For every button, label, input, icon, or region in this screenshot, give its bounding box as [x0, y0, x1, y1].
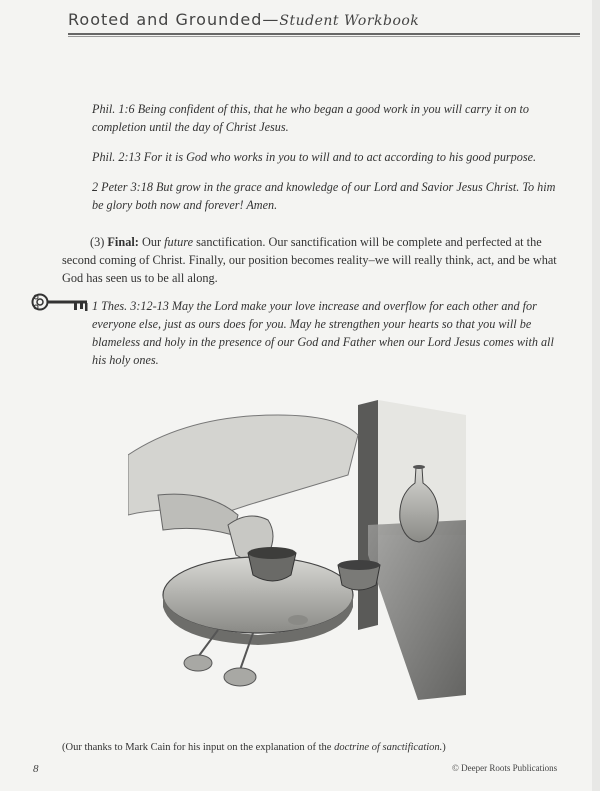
verse-phil-1-6: Phil. 1:6 Being confident of this, that he who began a good work in you will carry it on to completion until the day of Christ Jesus. [92, 102, 530, 134]
section-label: Final: [107, 235, 139, 249]
note-post: ) [442, 742, 446, 753]
section-pre: Our [141, 235, 162, 249]
acknowledgement-note [62, 742, 532, 753]
section-text: sanctification. Our sanctification will be complete and perfected at the second coming of Christ. Finally, our position becomes reality–we will really think, act, and be what God has seen us to be all along. [62, 235, 557, 285]
header-dash: — [262, 10, 280, 29]
key-icon [30, 290, 92, 314]
potter-wheel-illustration [128, 395, 466, 705]
verse-phil-2-13: Phil. 2:13 For it is God who works in you to will and to act according to his good purpose. [92, 150, 537, 164]
page-number: 8 [33, 763, 39, 775]
final-sanctification-paragraph [62, 233, 562, 287]
note-pre: (Our thanks to Mark Cain for his input on the explanation of the [62, 742, 332, 753]
note-emphasis: doctrine of sanctification. [334, 742, 443, 753]
running-header [68, 10, 508, 32]
section-number: (3) [90, 235, 105, 249]
header-subtitle: Student Workbook [279, 13, 420, 29]
section-emphasis: future [164, 235, 194, 249]
header-rule-thin [68, 36, 580, 37]
header-rule [68, 33, 580, 35]
spiral-binding-edge [592, 0, 600, 791]
publisher-credit: © Deeper Roots Publications [452, 763, 558, 773]
verse-1-thes-3-12-13: 1 Thes. 3:12-13 May the Lord make your love increase and overflow for each other and for everyone else, just as ours does for you. May he strengthen your hearts so that you will be blameless and holy in the presence of our God and Father when our Lord Jesus comes with all his holy ones. [92, 299, 554, 367]
header-title: Rooted and Grounded [68, 10, 263, 29]
verse-2-peter-3-18: 2 Peter 3:18 But grow in the grace and knowledge of our Lord and Savior Jesus Christ. To him be glory both now and forever! Amen. [92, 180, 556, 212]
